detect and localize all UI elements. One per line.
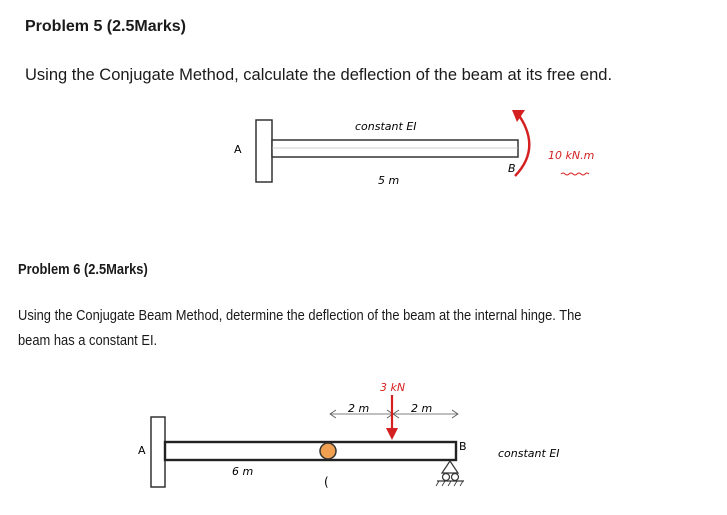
hinge-mark: ( xyxy=(324,475,329,489)
fixed-support-wall xyxy=(151,417,165,487)
problem-6-statement-line-1: Using the Conjugate Beam Method, determine the deflection of the beam at the internal hinge. The xyxy=(18,307,582,324)
dimension-label-1: 2 m xyxy=(348,402,370,415)
roller-label-b: B xyxy=(459,440,467,453)
support-label-a: A xyxy=(138,444,146,457)
problem-5-figure xyxy=(0,0,727,250)
point-load-arrowhead xyxy=(386,428,398,440)
roller-support xyxy=(436,461,464,486)
cantilever-beam xyxy=(272,140,518,157)
problem-6-title: Problem 6 (2.5Marks) xyxy=(18,261,148,278)
moment-label-underline xyxy=(561,173,589,175)
problem-5-statement: Using the Conjugate Method, calculate the deflection of the beam at its free end. xyxy=(25,66,613,84)
internal-hinge xyxy=(320,443,336,459)
problem-5-title: Problem 5 (2.5Marks) xyxy=(25,18,186,35)
stiffness-label: constant EI xyxy=(355,120,417,133)
stiffness-label: constant EI xyxy=(498,447,560,460)
span-label: 5 m xyxy=(378,174,400,187)
fixed-support-wall xyxy=(256,120,272,182)
problem-6-figure xyxy=(0,370,727,515)
free-end-label-b: B xyxy=(508,162,516,175)
dimension-label-2: 2 m xyxy=(411,402,433,415)
problem-6-statement-line-2: beam has a constant EI. xyxy=(18,332,158,349)
beam xyxy=(165,442,456,460)
support-label-a: A xyxy=(234,143,242,156)
moment-label: 10 kN.m xyxy=(548,149,595,162)
span-label-6m: 6 m xyxy=(232,465,254,478)
load-label: 3 kN xyxy=(380,381,406,394)
